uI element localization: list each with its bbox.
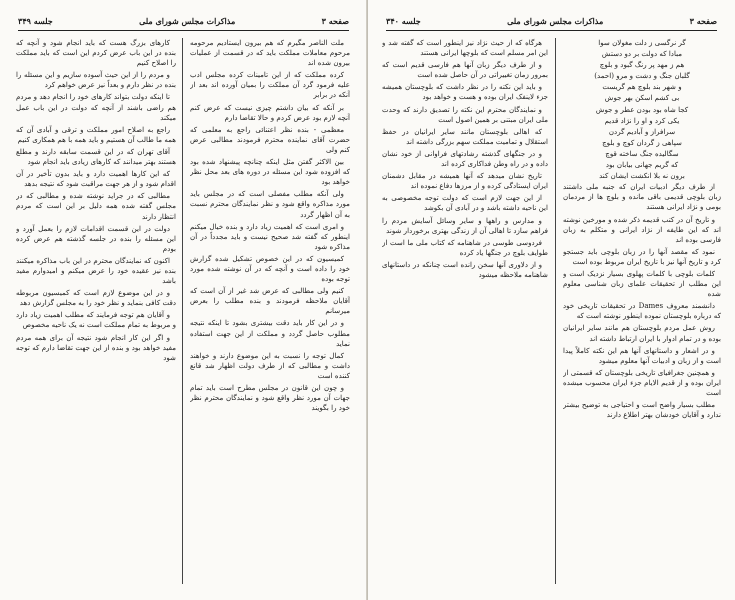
poem-line: که گریم جهانی بیابان بود (605, 160, 679, 170)
paragraph: ملت الناصر مگیرم که هم بیرون ایستادیم مرحومه مرحوم معاملات مملکت باید که در قسمت از عملیات بیرون شده اند (190, 38, 350, 68)
poem-line: مبادا که دولت بر دو دستش (601, 49, 683, 59)
right-column-2 (382, 38, 548, 586)
paragraph: کلمات بلوچی با کلمات پهلوی بسیار نزدیک است و این مطلب از تحقیقات علمای زبان شناسی معلوم شده (563, 268, 721, 299)
paragraph: کمال توجه را نسبت به این موضوع دارند و خواهند داشت و مطالبی که از طرف دولت اظهار شد قانع کننده است (190, 350, 350, 380)
poem-line: سگالیده جنگ ساخته قوچ (605, 148, 679, 158)
paragraph: و مدارس و راهها و سایر وسائل آسایش مردم را فراهم سازد تا اهالی آن از زندگی بهتری برخوردار شوند (382, 215, 548, 235)
paragraph: تا اینکه دولت بتواند کارهای خود را انجام دهد و مردم هم راضی باشند از آنچه که دولت در این باب عمل میکند (16, 92, 176, 122)
right-column-1 (563, 38, 721, 586)
poem-line: گلبان جنگ و دشت و مرو (احمد) (594, 71, 690, 81)
right-page-header (386, 14, 717, 31)
paragraph: راجع به اصلاح امور مملکت و ترقی و آبادی آن که همه ما طالب آن هستیم و باید همه با هم همکاری کنیم (16, 124, 176, 144)
paragraph: ولی آنکه مطلب مفصلی است که در مجلس باید مورد مذاکره واقع شود و نظر نمایندگان محترم نسبت به آن اظهار گردد (190, 189, 350, 219)
paragraph: کمیسیون که در این خصوص تشکیل شده گزارش خود را داده است و آنچه که در آن نوشته شده مورد توجه بوده (190, 253, 350, 284)
poem-line: کجا شاه بود بودن عطر و جوش (595, 104, 689, 114)
paragraph: کنیم ولی مطالبی که عرض شد غیر از آن است که آقایان ملاحظه فرمودند و بنده مطلب را بعرض میرسانم (190, 286, 350, 316)
paragraph: و مردم را از این حیث آسوده سازیم و این مسئله را بنده در نظر دارم و بعداً نیز عرض خواهم کرد (16, 70, 176, 90)
right-page-title: مذاکرات مجلس شورای ملی (507, 16, 604, 26)
paragraph: و آقایان هم توجه فرمایند که مطلب اهمیت زیاد دارد و مربوط به تمام مملکت است نه یک ناحیه مخصوص (16, 310, 176, 330)
paragraph: و باید این نکته را در نظر داشت که بلوچستان همیشه جزء لاینفک ایران بوده و هست و خواهد بود (382, 82, 548, 102)
paragraph: و امری است که اهمیت زیاد دارد و بنده خیال میکنم اینطور که گفته شد صحیح نیست و باید مجدداً در آن مذاکره شود (190, 221, 350, 251)
right-page-label: صفحه ۳ (689, 16, 717, 26)
left-page-header (18, 14, 349, 31)
left-page (0, 0, 367, 600)
paragraph: از این جهت لازم است که دولت توجه مخصوصی به این ناحیه داشته باشد و در آبادی آن بکوشد (382, 193, 548, 213)
paragraph: و تاریخ آن در کتب قدیمه ذکر شده و مورخین نوشته اند که این طایفه از نژاد ایرانی و متکلم به زبان فارسی بوده اند (563, 214, 721, 244)
paragraph: مطلب بسیار واضح است و احتیاجی به توضیح بیشتر ندارد و آقایان خودشان بهتر اطلاع دارند (563, 400, 721, 420)
paragraph: بر آنکه که بیان داشتم چیزی نیست که عرض کنم آنچه لازم بود عرض کردم و حالا تقاضا دارم (190, 102, 350, 122)
paragraph: و در جنگهای گذشته رشادتهای فراوانی از خود نشان داده و در راه وطن فداکاری کرده اند (382, 148, 548, 169)
paragraph: تاریخ نشان میدهد که آنها همیشه در مقابل دشمنان ایران ایستادگی کرده و از مرزها دفاع نموده اند (382, 171, 548, 191)
left-page-label: صفحه ۳ (321, 16, 349, 26)
poem-line: برون نه بلا انکشت ایشان کند (599, 171, 685, 181)
paragraph: معظمی - بنده نظر اعتنائی راجع به معلمی که حضرت آقای نماینده محترم فرمودند مطالبی عرض کنم ولی (190, 124, 350, 154)
paragraph: کارهای بزرگ هست که باید انجام شود و آنچه که بنده در این باب عرض کردم این است که باید مملکت را اصلاح کنیم (16, 38, 176, 68)
paragraph: از طرف دیگر ادبیات ایران که جنبه ملی داشتند زبان بلوچی قدیمی باقی مانده و بلوچ ها از مردمان بومی و نژاد ایرانی هستند (563, 182, 721, 212)
paragraph: هرگاه که از حیث نژاد نیز اینطور است که گفته شد و این امر مسلم است که بلوچها ایرانی هستند (382, 38, 548, 58)
right-page (368, 0, 735, 600)
paragraph: روش عمل مردم بلوچستان هم مانند سایر ایرانیان بوده و در تمام ادوار با ایران ارتباط داشته اند (563, 323, 721, 343)
paragraph: و همچنین جغرافیای تاریخی بلوچستان که قسمتی از ایران بوده و از قدیم الایام جزء ایران محسوب میشده است (563, 367, 721, 397)
column-divider (555, 38, 556, 584)
left-column-2 (16, 38, 176, 586)
paragraph: و نمایندگان محترم این نکته را تصدیق دارند که وحدت ملی ایران مبتنی بر همین اصول است (382, 104, 548, 124)
paragraph: آقای تهران که در این قسمت سابقه دارند و مطلع هستند بهتر میدانند که کارهای زیادی باید انجام شود (16, 146, 176, 167)
paragraph: و از طرف دیگر زبان آنها هم فارسی قدیم است که بمرور زمان تغییراتی در آن حاصل شده است (382, 60, 548, 80)
paragraph: و اگر این کار انجام شود نتیجه آن برای همه مردم مفید خواهد بود و بنده از این جهت تقاضا دارم که توجه شود (16, 332, 176, 362)
paragraph: نمود که مقصد آنها را در زبان بلوچی باید جستجو کرد و تاریخ آنها نیز با تاریخ ایران مربوط بوده است (563, 246, 721, 266)
paragraph: دانشمند معروف Dames در تحقیقات تاریخی خود که درباره بلوچستان نموده اینطور نوشته است که (563, 301, 721, 321)
poem-line: هم ز مهد پر رنگ گبود و بلوچ (599, 60, 685, 70)
left-page-title: مذاکرات مجلس شورای ملی (139, 16, 236, 26)
paragraph: بین الاکثر گفتن مثل اینکه چنانچه پیشنهاد شده بود که افزوده شود این مسئله در دوره های بعد محل نظر خواهد بود (190, 157, 350, 187)
left-page-session: جلسه ۳۴۹ (18, 16, 53, 26)
paragraph: مطالبی که در جراید نوشته شده و مطالبی که در مجلس گفته شده همه دلیل بر این است که مردم انتظار دارند (16, 191, 176, 221)
right-page-session: جلسه ۳۴۰ (386, 16, 421, 26)
left-column-1 (190, 38, 350, 586)
poem-line: بی کشم اسکن بهر جوش (604, 93, 680, 103)
paragraph: کرده مملکت که از این تامینات کرده مجلس ادب علیه فرمود گرد آن مملکت را بمیان آورده اند بعد از آنکه در برابر (190, 70, 350, 100)
paragraph: فردوسی طوسی در شاهنامه که کتاب ملی ما است از طوایف بلوچ در جنگها یاد کرده (382, 237, 548, 257)
paragraph: و در این موضوع لازم است که کمیسیون مربوطه دقت کافی بنماید و نظر خود را به مجلس گزارش دهد (16, 288, 176, 308)
paragraph: و در این کار باید دقت بیشتری بشود تا اینکه نتیجه مطلوب حاصل گردد و مملکت از این جهت استفاده نماید (190, 318, 350, 348)
paragraph: و از دلاوری آنها سخن رانده است چنانکه در داستانهای شاهنامه ملاحظه میشود (382, 259, 548, 279)
poem-line: سرافراز و آبادیم گردن (608, 126, 676, 136)
poem-line: و شهر بند بلوچ هم گریست (602, 82, 682, 92)
poem-line: یکی کرد و او را نژاد قدیم (604, 115, 680, 125)
poem-line: گر نرگسی ز دلت مغولان سوا (598, 38, 686, 47)
paragraph: اکنون که نمایندگان محترم در این باب مذاکره میکنند بنده نیز عقیده خود را عرض میکنم و امیدوارم مفید باشد (16, 255, 176, 286)
paragraph: که اهالی بلوچستان مانند سایر ایرانیان در حفظ استقلال و تمامیت مملکت سهم بزرگی داشته اند (382, 126, 548, 146)
poem-line: سپاهی ز گردان کوچ و بلوچ (602, 137, 682, 147)
paragraph: و چون این قانون در مجلس مطرح است باید تمام جهات آن مورد نظر واقع شود و نمایندگان محترم نظر خود را بگویند (190, 383, 350, 413)
paragraph: که این کارها اهمیت دارد و باید بدون تأخیر در آن اقدام شود و از هر جهت مراقبت شود که نتیجه بدهد (16, 169, 176, 189)
paragraph: دولت در این قسمت اقدامات لازم را بعمل آورد و این مسئله را بنده در جلسه گذشته هم عرض کرده بودم (16, 223, 176, 253)
paragraph: و در اشعار و داستانهای آنها هم این نکته کاملاً پیدا است و از زبان و ادبیات آنها معلوم میشود (563, 345, 721, 365)
column-divider (182, 38, 183, 584)
